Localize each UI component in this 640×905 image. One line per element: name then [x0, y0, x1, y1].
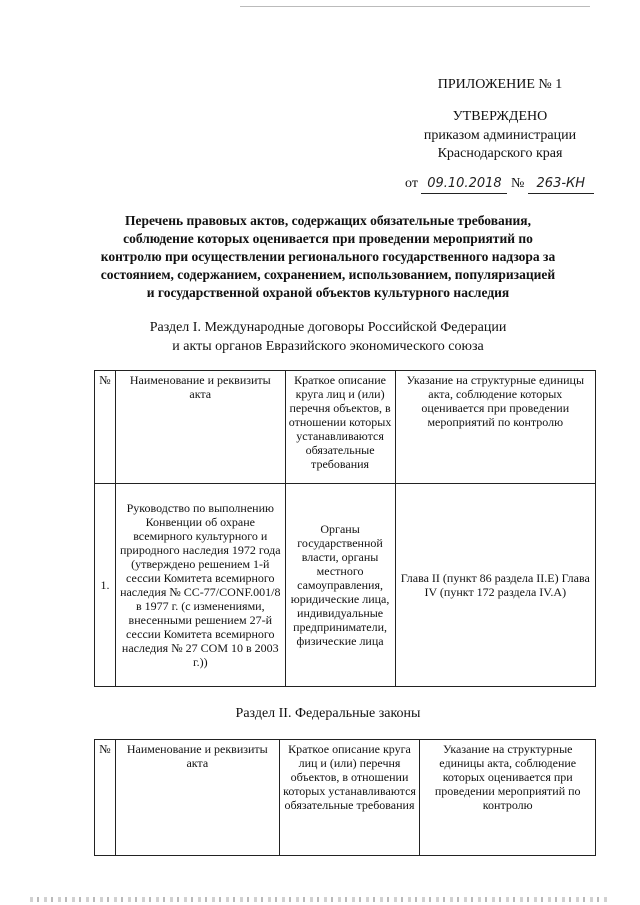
- section-1-title-line: Раздел I. Международные договоры Российской Федерации: [149, 320, 507, 335]
- approved-title: УТВЕРЖДЕНО: [452, 109, 548, 124]
- row-number: 1.: [95, 484, 116, 687]
- document-title: [88, 212, 568, 302]
- title-line: соблюдение которых оценивается при проведении мероприятий по: [123, 231, 533, 246]
- section-1-table: [94, 370, 596, 687]
- header-number: №: [95, 740, 116, 856]
- date-handwritten: 09.10.2018: [421, 175, 507, 194]
- header-subjects: Краткое описание круга лиц и (или) перечня объектов, в отношении которых устанавливаются обязательные требования: [279, 740, 420, 856]
- title-line: и государственной охраной объектов культурного наследия: [146, 285, 510, 300]
- header-number: №: [95, 371, 116, 484]
- header-structural-units: Указание на структурные единицы акта, соблюдение которых оценивается при проведении мероприятий по контролю: [420, 740, 596, 856]
- row-structural-units: Глава II (пункт 86 раздела II.E) Глава IV (пункт 172 раздела IV.A): [395, 484, 595, 687]
- approved-line-2: Краснодарского края: [437, 146, 563, 161]
- title-line: состоянием, содержанием, сохранением, использованием, популяризацией: [100, 267, 556, 282]
- title-line: контролю при осуществлении регионального государственного надзора за: [100, 249, 556, 264]
- section-1-title-line: и акты органов Евразийского экономического союза: [172, 339, 484, 354]
- title-line: Перечень правовых актов, содержащих обязательные требования,: [125, 213, 531, 228]
- section-2-heading: Раздел II. Федеральные законы: [235, 706, 421, 721]
- approved-line-1: приказом администрации: [423, 128, 577, 143]
- row-subjects: Органы государственной власти, органы местного самоуправления, юридические лица, индивидуальные предприниматели, физические лица: [285, 484, 395, 687]
- number-prefix: №: [510, 176, 525, 191]
- section-2-table: [94, 739, 596, 856]
- scan-edge-noise: [30, 897, 610, 902]
- scan-edge-line: [240, 6, 590, 7]
- appendix-label: ПРИЛОЖЕНИЕ № 1: [437, 77, 563, 92]
- table-header-row: [95, 740, 596, 856]
- table-header-row: [95, 371, 596, 484]
- approval-date-line: [405, 175, 605, 194]
- table-row: [95, 484, 596, 687]
- header-act-name: Наименование и реквизиты акта: [115, 371, 285, 484]
- header-subjects: Краткое описание круга лиц и (или) перечня объектов, в отношении которых устанавливаются обязательные требования: [285, 371, 395, 484]
- header-act-name: Наименование и реквизиты акта: [115, 740, 279, 856]
- date-prefix: от: [405, 176, 418, 191]
- section-1-heading: [88, 318, 568, 356]
- row-act-name: Руководство по выполнению Конвенции об охране всемирного культурного и природного наследия 1972 года (утверждено решением 1-й сессии Комитета всемирного наследия № CC-77/CONF.001/8 в 1977 г. (с изменениями, внесенными решением 27-й сессии Комитета всемирного наследия № 27 COM 10 в 2003 г.)): [115, 484, 285, 687]
- number-handwritten: 263-КН: [528, 175, 594, 194]
- header-structural-units: Указание на структурные единицы акта, соблюдение которых оценивается при проведении мероприятий по контролю: [395, 371, 595, 484]
